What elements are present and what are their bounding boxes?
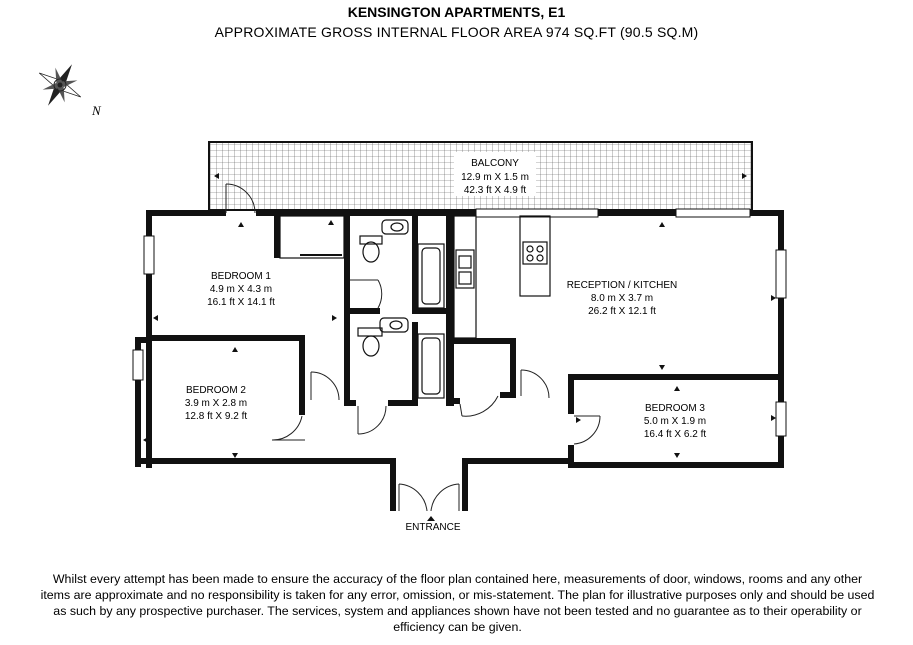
bedroom-3-name: BEDROOM 3 — [644, 403, 706, 414]
outer-walls — [135, 210, 784, 511]
reception-imperial: 26.2 ft X 12.1 ft — [588, 306, 656, 317]
bedroom-1-name: BEDROOM 1 — [210, 271, 272, 282]
bedroom-2-name: BEDROOM 2 — [185, 385, 247, 396]
bedroom-3-metric: 5.0 m X 1.9 m — [643, 416, 707, 427]
page-title: KENSINGTON APARTMENTS, E1 — [347, 4, 566, 20]
kitchen-fixtures — [454, 216, 550, 338]
bedroom-3-label — [644, 403, 706, 440]
balcony-label — [461, 158, 529, 196]
bathroom-1-fixtures — [360, 220, 444, 308]
disclaimer-text: Whilst every attempt has been made to ensure the accuracy of the floor plan contained here, measurements of door, windows, rooms and any other items are approximate and no responsibility is taken for any error, omission, or mis-statement. The plan for illustrative purposes only and should be used as such by any prospective purchaser. The services, system and appliances shown have not been tested and no guarantee as to their operability or efficiency can be given. — [40, 572, 875, 634]
reception-metric: 8.0 m X 3.7 m — [590, 293, 654, 304]
compass-north-label: N — [92, 103, 101, 118]
bedroom-2-metric: 3.9 m X 2.8 m — [184, 398, 248, 409]
reception-kitchen-label — [567, 280, 678, 317]
compass-icon — [37, 62, 83, 108]
bedroom-1-imperial: 16.1 ft X 14.1 ft — [207, 297, 275, 308]
bedroom-1-metric: 4.9 m X 4.3 m — [209, 284, 273, 295]
interior-walls — [152, 216, 784, 465]
entrance-label: ENTRANCE — [405, 522, 461, 533]
bathroom-2-fixtures — [358, 318, 444, 398]
balcony-name: BALCONY — [471, 158, 519, 169]
bedroom-1-label — [207, 271, 275, 308]
bedroom-2-imperial: 12.8 ft X 9.2 ft — [184, 411, 248, 422]
floor-area-subtitle: APPROXIMATE GROSS INTERNAL FLOOR AREA 974 SQ.FT (90.5 SQ.M) — [214, 24, 699, 40]
reception-name: RECEPTION / KITCHEN — [566, 280, 678, 291]
balcony-metric: 12.9 m X 1.5 m — [461, 172, 529, 183]
balcony-imperial: 42.3 ft X 4.9 ft — [463, 185, 527, 196]
bedroom-2-label — [185, 385, 247, 422]
bedroom-3-imperial: 16.4 ft X 6.2 ft — [643, 429, 707, 440]
